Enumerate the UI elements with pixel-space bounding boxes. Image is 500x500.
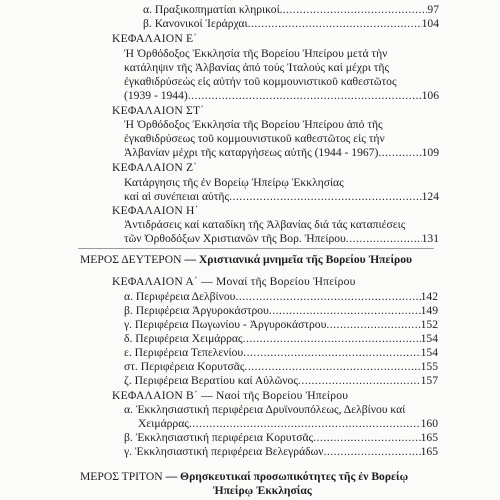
toc-entry-page: 124 [421, 190, 439, 203]
chapter-heading: ΚΕΦΑΛΑΙΟΝ Ζ΄ [112, 161, 198, 174]
toc-entry-label: καί αἱ συνέπειαι αὐτῆς [124, 190, 230, 203]
leader-dots [189, 417, 421, 431]
toc-entry-label: γ. Ἐκκλησιαστική περιφέρεια Βελεγράδων [124, 445, 324, 458]
toc-entry[interactable] [124, 445, 438, 459]
chapter-heading: ΚΕΦΑΛΑΙΟΝ ΣΤ΄ [112, 104, 205, 117]
toc-entry-line: Ἀντιδράσεις καί καταδίκη τῆς Ἀλβανίας διά τάς καταπιέσεις [124, 218, 406, 231]
toc-entry-label: (1939 - 1944) [124, 89, 188, 102]
part-heading-continued [213, 484, 312, 498]
part-prefix: ΜΕΡΟΣ ΤΡΙΤΟΝ [80, 470, 163, 483]
toc-entry-page: 157 [420, 374, 438, 387]
leader-dots [244, 360, 420, 374]
toc-entry-label: β. Κανονικοί Ἱεράρχαι [143, 17, 248, 30]
part-heading [80, 253, 412, 267]
toc-entry-page: 154 [420, 346, 438, 359]
chapter-heading: ΚΕΦΑΛΑΙΟΝ Ε΄ [112, 32, 198, 45]
toc-entry[interactable] [124, 318, 438, 332]
leader-dots [188, 89, 422, 103]
toc-entry-label: τῶν Ὀρθοδόξων Χριστιανῶν τῆς Βορ. Ἠπείρου [124, 232, 346, 245]
leader-dots [229, 190, 422, 204]
part-title-line2: Ἠπείρῳ Ἐκκλησίας [213, 484, 312, 497]
toc-entry[interactable] [124, 360, 438, 374]
chapter-heading: ΚΕΦΑΛΑΙΟΝ Η΄ [112, 204, 199, 217]
toc-entry-line: Κατάργησις τῆς ἐν Βορείῳ Ἠπείρῳ Ἐκκλησίας [124, 176, 344, 189]
toc-entry-page: 152 [420, 318, 438, 331]
toc-entry[interactable] [124, 190, 439, 204]
toc-entry-label: στ. Περιφέρεια Κορυτσᾶς [124, 360, 245, 373]
toc-entry-page: 142 [420, 290, 438, 303]
toc-entry-page: 109 [421, 146, 439, 159]
toc-entry-page: 165 [420, 445, 438, 458]
toc-entry-label: Χειμάρρας [138, 417, 189, 430]
toc-entry-label: ε. Περιφέρεια Τεπελενίου [124, 346, 244, 359]
toc-entry-label: γ. Περιφέρεια Πωγωνίου - Ἀργυροκάστρου [124, 318, 327, 331]
leader-dots [243, 346, 420, 360]
toc-entry-label: β. Περιφέρεια Ἀργυροκάστρου [124, 304, 269, 317]
toc-entry[interactable] [124, 346, 438, 360]
toc-entry-page: 106 [421, 89, 439, 102]
toc-entry-page: 154 [420, 332, 438, 345]
divider [78, 248, 434, 249]
toc-entry-label: β. Ἐκκλησιαστική περιφέρεια Κορυτσᾶς [124, 431, 314, 444]
leader-dots [283, 3, 428, 17]
toc-entry-label: ζ. Περιφέρεια Βερατίου καί Αὐλῶνος [124, 374, 298, 387]
toc-entry-line: ἐγκαθιδρύσεώς εἰς αὐτήν τοῦ κομμουνιστικοῦ καθεστῶτος [124, 75, 397, 88]
toc-entry-line: α. Ἐκκλησιαστική περιφέρεια Δρυϊνουπόλεως, Δελβίνου καί [124, 403, 406, 416]
toc-entry-page: 165 [420, 431, 438, 444]
toc-entry[interactable] [124, 431, 438, 445]
toc-entry[interactable] [124, 232, 439, 246]
part-title: — Χριστιανικά μνημεῖα τῆς Βορείου Ἠπείρου [184, 253, 413, 266]
toc-entry[interactable] [124, 304, 438, 318]
leader-dots [346, 232, 422, 246]
leader-dots [323, 445, 420, 459]
toc-entry-label: α. Περιφέρεια Δελβίνου [124, 290, 236, 303]
toc-entry[interactable] [143, 3, 439, 17]
leader-dots [313, 431, 420, 445]
toc-entry-page: 104 [421, 17, 439, 30]
toc-entry-line: Ἡ Ὀρθόδοξος Ἐκκλησία τῆς Βορείου Ἠπείρου μετά τὴν [124, 47, 388, 60]
toc-entry-line: ἐγκαθιδρύσεως τοῦ κομμουνιστικοῦ καθεστῶτος εἰς τήν [124, 132, 385, 145]
chapter-heading: ΚΕΦΑΛΑΙΟΝ Α΄ — Μοναί τῆς Βορείου Ἠπείρου [112, 275, 356, 288]
toc-entry-label: Ἀλβανίαν μέχρι τῆς καταργήσεως αὐτῆς (1944 - 1967) [124, 146, 379, 159]
toc-entry[interactable] [124, 332, 438, 346]
toc-entry[interactable] [138, 417, 438, 431]
toc-entry[interactable] [124, 374, 438, 388]
part-prefix: ΜΕΡΟΣ ΔΕΥΤΕΡΟΝ [80, 253, 182, 266]
leader-dots [269, 304, 421, 318]
toc-entry-page: 97 [427, 3, 439, 16]
toc-entry[interactable] [124, 89, 439, 103]
toc-entry-line: κατάληψιν τῆς Ἀλβανίας ἀπό τούς Ἰταλούς καί μέχρι τῆς [124, 61, 390, 74]
leader-dots [378, 146, 421, 160]
toc-entry-page: 149 [420, 304, 438, 317]
toc-entry-line: Ἡ Ὀρθόδοξος Ἐκκλησία τῆς Βορείου Ἠπείρου ἀπό τῆς [124, 118, 383, 131]
leader-dots [326, 318, 420, 332]
toc-entry-label: δ. Περιφέρεια Χειμάρρας [124, 332, 243, 345]
toc-entry[interactable] [143, 17, 439, 31]
part-title: — Θρησκευτικαί προσωπικότητες τῆς ἐν Βορείῳ [165, 470, 409, 483]
toc-entry-label: α. Πραξικοπηματίαι κληρικοί. [143, 3, 283, 16]
chapter-heading: ΚΕΦΑΛΑΙΟΝ Β΄ — Ναοί τῆς Βορείου Ἠπείρου [112, 389, 349, 402]
toc-entry-page: 160 [420, 417, 438, 430]
leader-dots [298, 374, 421, 388]
toc-entry[interactable] [124, 146, 439, 160]
toc-entry-page: 131 [421, 232, 439, 245]
leader-dots [235, 290, 420, 304]
toc-entry-page: 155 [420, 360, 438, 373]
toc-entry[interactable] [124, 290, 438, 304]
part-heading [80, 470, 408, 484]
leader-dots [243, 332, 421, 346]
leader-dots [248, 17, 422, 31]
